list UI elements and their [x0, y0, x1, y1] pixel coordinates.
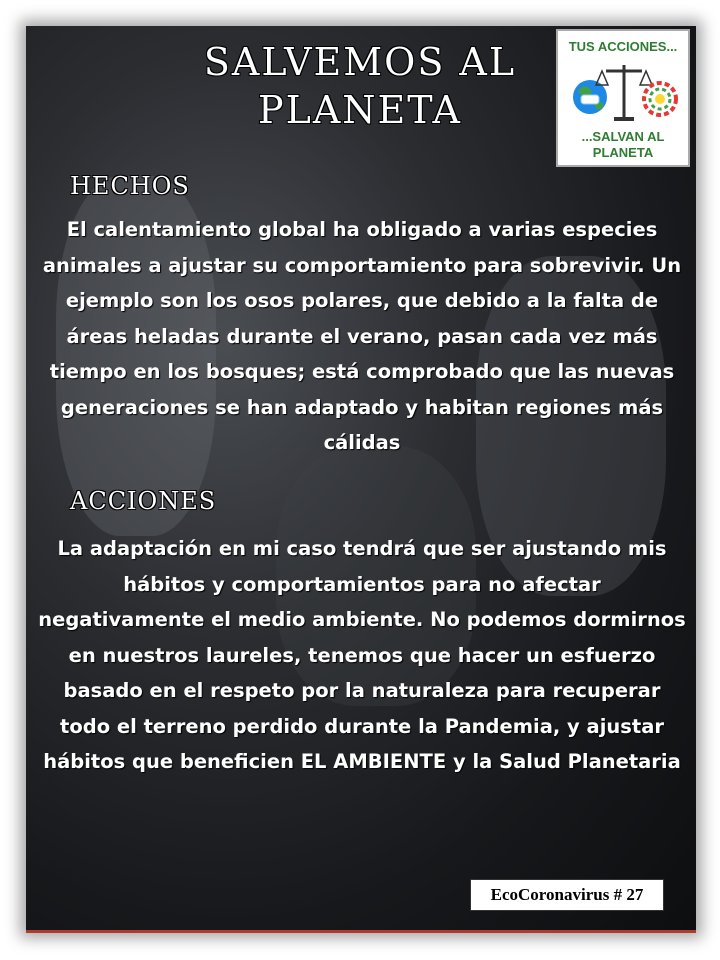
logo-illustration	[570, 57, 678, 127]
facts-heading: HECHOS	[70, 172, 190, 200]
actions-paragraph: La adaptación en mi caso tendrá que ser ajustando mis hábitos y comportamientos para no afectar negativamente el medio ambiente. No podemos dormirnos en nuestros laureles, tenemos que hacer un esfuerzo basado en el respeto por la naturaleza para recuperar todo el terreno perdido durante la Pandemia, y ajustar hábitos que beneficien EL AMBIENTE y la Salud Planetaria	[38, 537, 686, 773]
logo-bottom-line1: ...SALVAN AL	[581, 129, 665, 144]
logo-bottom-line2: PLANETA	[592, 145, 654, 160]
logo-bottom-text	[558, 129, 688, 161]
people-circle-icon	[644, 83, 676, 115]
logo-badge	[556, 29, 690, 167]
page-title: SALVEMOS AL PLANETA	[203, 40, 517, 132]
facts-paragraph: El calentamiento global ha obligado a varias especies animales a ajustar su comportamiento para sobrevivir. Un ejemplo son los osos polares, que debido a la falta de áreas heladas durante el verano, pasan cada vez más tiempo en los bosques; está comprobado que las nuevas generaciones se han adaptado y habitan regiones más cálidas	[42, 218, 682, 454]
logo-top-text: TUS ACCIONES...	[568, 39, 678, 54]
actions-heading: ACCIONES	[70, 487, 217, 515]
episode-tag: EcoCoronavirus # 27	[470, 879, 664, 911]
bottom-accent-bar	[26, 930, 696, 933]
